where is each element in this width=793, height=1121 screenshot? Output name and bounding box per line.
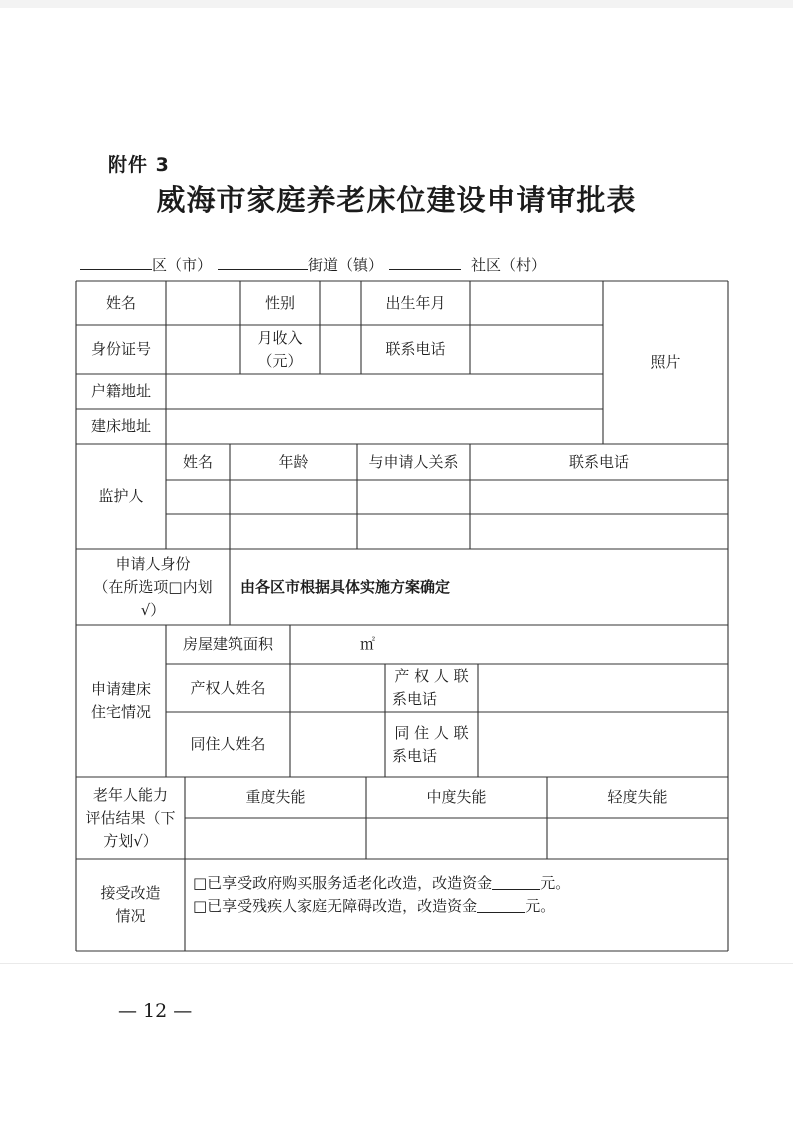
cohabitant-phone-label-line-2: 系电话 — [392, 746, 438, 765]
housing-label-line-1: 申请建床 — [90, 680, 151, 698]
level-moderate-label: 中度失能 — [426, 788, 487, 806]
assessment-label-line-2: 评估结果（下 — [85, 808, 176, 827]
guardian-label: 监护人 — [98, 487, 144, 505]
level-mild-label: 轻度失能 — [607, 788, 668, 806]
income-label — [240, 325, 320, 374]
guardian-row-2[interactable] — [166, 514, 728, 549]
bed-address-field[interactable] — [166, 409, 603, 444]
renovation-label — [76, 859, 185, 951]
level-severe-field[interactable] — [185, 818, 366, 859]
renovation-option-2-suffix: 元。 — [525, 897, 556, 915]
gender-field[interactable] — [320, 281, 361, 325]
renovation-option-2[interactable] — [193, 895, 723, 918]
owner-phone-label-line-1: 产 权 人 联 — [394, 667, 469, 685]
guardian-header-phone: 联系电话 — [568, 452, 629, 471]
renovation-option-1-suffix: 元。 — [540, 874, 571, 892]
owner-phone-label-line-2: 系电话 — [392, 690, 438, 708]
bed-address-label: 建床地址 — [90, 417, 151, 435]
renovation-option-1[interactable] — [193, 872, 723, 895]
area-label: 房屋建筑面积 — [182, 635, 273, 653]
region-line — [80, 254, 546, 275]
id-number-label: 身份证号 — [90, 340, 151, 358]
identity-content[interactable]: 由各区市根据具体实施方案确定 — [240, 577, 451, 596]
guardian-row-1[interactable] — [166, 480, 728, 514]
assessment-label — [76, 777, 185, 859]
cohabitant-name-label: 同住人姓名 — [190, 735, 266, 753]
phone-field[interactable] — [470, 325, 603, 374]
household-address-label: 户籍地址 — [90, 382, 151, 400]
name-field[interactable] — [166, 281, 240, 325]
scan-divider — [0, 963, 793, 964]
guardian-header-name: 姓名 — [182, 452, 213, 471]
income-unit: （元） — [257, 351, 303, 370]
community-blank[interactable] — [389, 257, 461, 270]
housing-label — [76, 625, 166, 777]
renovation-option-2-text: □已享受残疾人家庭无障碍改造，改造资金 — [193, 897, 478, 915]
renovation-label-line-2: 情况 — [115, 907, 146, 925]
phone-label: 联系电话 — [385, 340, 446, 358]
district-blank[interactable] — [80, 257, 152, 270]
name-label: 姓名 — [105, 293, 136, 312]
gender-label: 性别 — [264, 293, 295, 312]
identity-label-line-1: 申请人身份 — [115, 554, 191, 573]
assessment-label-line-1: 老年人能力 — [92, 785, 168, 804]
housing-label-line-2: 住宅情况 — [90, 703, 151, 721]
birth-label: 出生年月 — [385, 293, 446, 312]
level-severe-label: 重度失能 — [245, 788, 306, 806]
assessment-label-line-3: 方划√） — [103, 831, 158, 850]
cohabitant-name-field[interactable] — [290, 712, 385, 777]
owner-phone-field[interactable] — [478, 664, 728, 712]
identity-label-line-3: √） — [140, 600, 166, 619]
id-number-field[interactable] — [166, 325, 240, 374]
household-address-field[interactable] — [166, 374, 603, 409]
scan-edge — [0, 0, 793, 8]
renovation-amount-2-blank[interactable] — [477, 900, 525, 913]
cohabitant-phone-label — [385, 712, 478, 777]
guardian-header-relation: 与申请人关系 — [368, 452, 459, 471]
income-field[interactable] — [320, 325, 361, 374]
cohabitant-phone-field[interactable] — [478, 712, 728, 777]
area-unit[interactable]: ㎡ — [360, 635, 376, 653]
owner-name-field[interactable] — [290, 664, 385, 712]
identity-label — [76, 549, 230, 625]
community-label: 社区（村） — [471, 256, 547, 274]
identity-label-line-2: （在所选项□内划 — [93, 577, 213, 596]
renovation-label-line-1: 接受改造 — [100, 884, 161, 902]
owner-name-label: 产权人姓名 — [190, 678, 266, 697]
guardian-header-age: 年龄 — [278, 452, 309, 471]
level-mild-field[interactable] — [547, 818, 728, 859]
page-number: — 12 — — [118, 1000, 193, 1022]
form-title: 威海市家庭养老床位建设申请审批表 — [156, 183, 637, 217]
district-label: 区（市） — [152, 256, 213, 274]
street-blank[interactable] — [218, 257, 308, 270]
birth-field[interactable] — [470, 281, 603, 325]
level-moderate-field[interactable] — [366, 818, 547, 859]
renovation-amount-1-blank[interactable] — [492, 877, 540, 890]
renovation-option-1-text: □已享受政府购买服务适老化改造，改造资金 — [193, 874, 493, 892]
photo-label[interactable]: 照片 — [650, 353, 681, 371]
cohabitant-phone-label-line-1: 同 住 人 联 — [394, 723, 469, 742]
street-label: 街道（镇） — [308, 256, 384, 274]
attachment-label: 附件 3 — [108, 154, 170, 176]
owner-phone-label — [385, 664, 478, 712]
income-text: 月收入 — [257, 328, 303, 347]
